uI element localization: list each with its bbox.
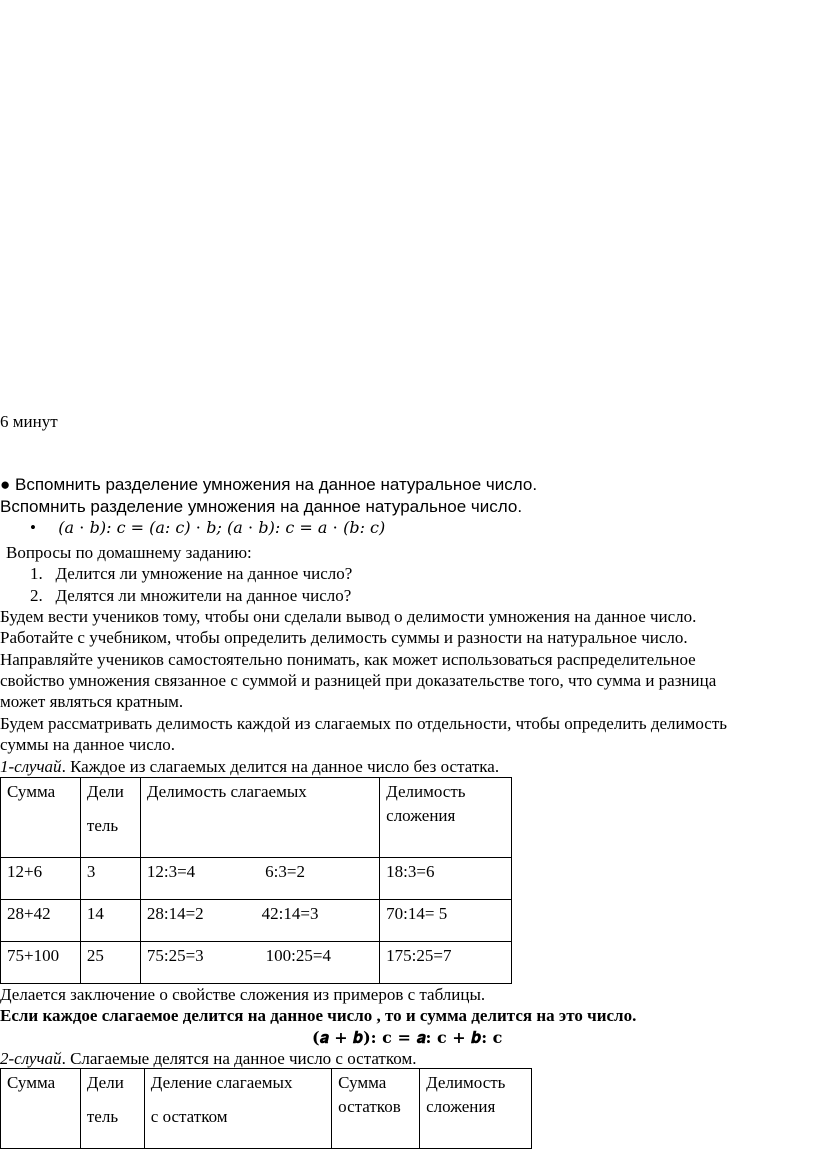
homework-title: Вопросы по домашнему заданию: <box>6 543 252 562</box>
table-row: 75+100 25 75:25=3 100:25=4 175:25=7 <box>1 942 512 984</box>
question-2: 2. Делятся ли множители на данное число? <box>30 586 352 605</box>
header-result: Делимость сложения <box>420 1069 532 1149</box>
table-2 <box>0 1068 532 1149</box>
paragraph-line: Будем вести учеников тому, чтобы они сделали вывод о делимости умножения на данное число. <box>0 607 697 626</box>
header-parts: Делимость слагаемых <box>140 778 379 858</box>
time-label: 6 минут <box>0 412 58 431</box>
paragraph-line: свойство умножения связанное с суммой и разницей при доказательстве того, что сумма и разница <box>0 671 717 690</box>
bullet-line <box>0 475 537 495</box>
header-divisor: Дели тель <box>80 1069 144 1149</box>
table-row: 28+42 14 28:14=2 42:14=3 70:14= 5 <box>1 900 512 942</box>
header-sum: Сумма <box>1 1069 81 1149</box>
paragraph-line: Направляйте учеников самостоятельно понимать, как может использоваться распределительное <box>0 650 696 669</box>
table-1 <box>0 777 512 984</box>
question-1: 1. Делится ли умножение на данное число? <box>30 564 353 583</box>
table-row: 12+6 3 12:3=4 6:3=2 18:3=6 <box>1 858 512 900</box>
header-result: Делимость сложения <box>380 778 512 858</box>
rule: Если каждое слагаемое делится на данное число , то и сумма делится на это число. <box>0 1006 637 1025</box>
repeat-line: Вспомнить разделение умножения на данное натуральное число. <box>0 497 523 516</box>
table-header-row <box>1 1069 532 1149</box>
paragraph-line: Будем рассматривать делимость каждой из слагаемых по отдельности, чтобы определить делимость <box>0 714 728 733</box>
bullet-icon: • <box>30 518 36 537</box>
header-divisor: Дели тель <box>80 778 140 858</box>
paragraph-line: суммы на данное число. <box>0 735 175 754</box>
header-remainders: Сумма остатков <box>332 1069 420 1149</box>
bullet-icon: ● <box>0 475 11 494</box>
conclusion: Делается заключение о свойстве сложения из примеров с таблицы. <box>0 985 486 1004</box>
paragraph-line: Работайте с учебником, чтобы определить делимость суммы и разности на натуральное число. <box>0 628 688 647</box>
bullet-text: Вспомнить разделение умножения на данное натуральное число. <box>15 475 538 494</box>
case-1-heading: 1-случай. Каждое из слагаемых делится на данное число без остатка. <box>0 757 500 776</box>
formula-1: (𝑎 ⋅ 𝑏): c = (𝑎: c) ⋅ 𝑏; (𝑎 ⋅ 𝑏): c = 𝑎 ⋅ (𝑏: c) <box>58 518 386 537</box>
formula-line <box>30 518 385 538</box>
formula-2: (𝒂 + 𝒃): c = 𝒂: c + 𝒃: c <box>312 1028 503 1047</box>
case-2-heading: 2-случай. Слагаемые делятся на данное число с остатком. <box>0 1049 417 1068</box>
paragraph-line: может являться кратным. <box>0 692 184 711</box>
header-parts: Деление слагаемых с остатком <box>144 1069 331 1149</box>
table-header-row <box>1 778 512 858</box>
header-sum: Сумма <box>1 778 81 858</box>
